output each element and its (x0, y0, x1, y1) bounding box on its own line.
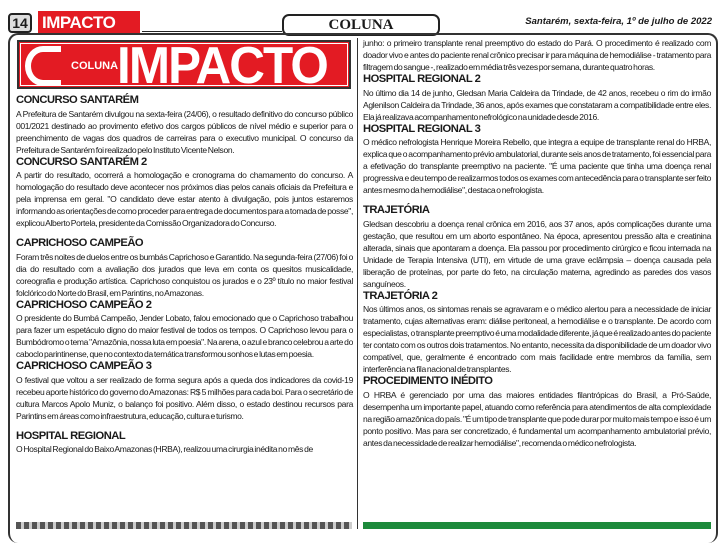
article (16, 94, 353, 156)
article (363, 123, 711, 197)
article-title: CONCURSO SANTARÉM 2 (16, 155, 147, 168)
article-title: PROCEDIMENTO INÉDITO (363, 375, 493, 387)
article-body: O festival que voltou a ser realizado de forma segura após a queda dos indicadores da covid-19 recebeu aporte histórico do governo do Amazonas: R$ 5 milhões para cada boi. Para o secretário de cultura Marcos Apolo Muniz, o balanço foi positivo. Além disso, o estado destinou recursos para Parintins em áreas como infraestrutura, educação, cultura e turismo. (16, 374, 353, 421)
article-title: TRAJETÓRIA (363, 204, 430, 216)
article-title: CONCURSO SANTARÉM (16, 94, 139, 106)
article-title: CAPRICHOSO CAMPEÃO 2 (16, 298, 152, 311)
article-title: HOSPITAL REGIONAL 3 (363, 122, 481, 135)
banner-small-text: COLUNA (71, 60, 119, 72)
banner-title: IMPACTO (117, 40, 327, 89)
header-rule (142, 31, 282, 32)
bird-logo-icon (25, 46, 61, 86)
page-number: 14 (8, 13, 32, 33)
article-body: Foram três noites de duelos entre os bumbás Caprichoso e Garantido. Na segunda-feira (27/06) foi o dia do resultado com a avaliação dos jurados que leva em conta os quesitos musicalidade, coreografia e produção artística. Caprichoso conquistou os jurados e o 23º título no maior festival folclórico do Norte do Brasil, em Parintins, no Amazonas. (16, 251, 353, 298)
column-divider (357, 38, 358, 529)
right-column (363, 37, 711, 449)
green-ad-bar (363, 522, 711, 529)
article (363, 375, 711, 449)
dateline: Santarém, sexta-feira, 1º de julho de 2022 (525, 16, 712, 27)
article-body: No último dia 14 de junho, Gledsan Maria Caldeira da Trindade, de 42 anos, recebeu o rim do irmão Aglenilson Caldeira da Trindade, 36 anos, após exames que constataram a compatibilidade entre eles. Ela já realizava acompanhamento nefrológico na unidade desde 2016. (363, 87, 711, 122)
article-body: Gledsan descobriu a doença renal crônica em 2016, aos 37 anos, após complicações durante uma gestação, que resultou em um aborto espontâneo. Na época, apresentou pressão alta e creatinina alterada, sinais que apontaram a doença. Ela passou por procedimento cirúrgico e ficou internada na Unidade de Terapia Intensiva (UTI), em virtude de uma grave eclâmpsia – doença causada pela liberação de proteínas, por parte do feto, na circulação materna, agredindo as paredes dos vasos sanguíneos. (363, 218, 711, 289)
article-continuation (363, 37, 711, 73)
column-banner (17, 40, 351, 89)
impacto-mini-logo: IMPACTO (38, 11, 140, 34)
article (363, 290, 711, 376)
article-body: A Prefeitura de Santarém divulgou na sexta-feira (24/06), o resultado definitivo do concurso público 001/2021 destinado ao provimento efetivo dos cargos públicos de nível médio e superior para o preenchimento de vagas dos quadros de carreiras para o executivo municipal. O concurso da Prefeitura de Santarém foi realizado pelo Instituto Vicente Nelson. (16, 108, 353, 155)
dashed-ad-border (16, 522, 352, 529)
left-column (16, 94, 353, 455)
article (16, 360, 353, 422)
article-body: A partir do resultado, ocorrerá a homologação e cronograma do chamamento do concurso. A homologação do resultado deve acontecer nos próximos dias pelos canais oficiais da Prefeitura e pela imprensa em geral. "O candidato deve estar atento à divulgação, pois juntos estaremos informando as orientações de como proceder para entrega de documentos para a tomada de posse", explicou Alberto Portela, presidente da Comissão Organizadora do Concurso. (16, 170, 353, 228)
article (16, 156, 353, 230)
article-body: O Hospital Regional do Baixo Amazonas (HRBA), realizou uma cirurgia inédita no mês de (16, 444, 313, 454)
article-body: O médico nefrologista Henrique Moreira Rebello, que integra a equipe de transplante renal do HRBA, explica que o acompanhamento prévio ambulatorial, durante seis anos de tratamento, foi essencial para a efetivação do transplante preemptivo na paciente. "É uma paciente que tinha uma doença renal progressiva e deu tempo de realizarmos todos os exames com antecedência para o transplante ser feito antes mesmo da hemodiálise", destaca o nefrologista. (363, 137, 711, 195)
article (16, 430, 353, 456)
article-title: HOSPITAL REGIONAL 2 (363, 73, 481, 85)
article (16, 299, 353, 361)
article-title: CAPRICHOSO CAMPEÃO 3 (16, 360, 152, 372)
article-title: HOSPITAL REGIONAL (16, 429, 126, 442)
article-body: O presidente do Bumbá Campeão, Jender Lobato, falou emocionado que o Caprichoso trabalhou para fazer um espetáculo digno do maior festival de todos os tempos. O Caprichoso levou para o Bumbódromo o tema "Amazônia, nossa luta em poesia". Na arena, o azul e branco celebrou a arte do caboclo parintinense, que no contexto da temática transformou sonhos e lutas em poesia. (16, 313, 353, 359)
article (363, 73, 711, 123)
article-title: CAPRICHOSO CAMPEÃO (16, 237, 144, 249)
article (16, 237, 353, 299)
article-body: Nos últimos anos, os sintomas renais se agravaram e o médico alertou para a necessidade de iniciar tratamento, cujas alternativas eram: diálise peritoneal, a hemodiálise e o transplante. De acordo com especialistas, o transplante preemptivo é uma modalidade diferente, já que é realizado antes do paciente ter contato com os outros dois tratamentos. No entanto, necessita da disponibilidade de um doador vivo compatível, que, geralmente é encontrado com mais facilidade entre membros da família, sem interferência na fila nacional de transplantes. (363, 304, 711, 374)
article (363, 204, 711, 290)
section-label: COLUNA (282, 14, 440, 36)
article-body: O HRBA é gerenciado por uma das maiores entidades filantrópicas do Brasil, a Pró-Saúde, desempenha um importante papel, atuando como referência para atendimentos de alta complexidade na região amazônica do país. "É um tipo de transplante que pode durar por muito mais tempo e isso é um ponto positivo. Mas para ser concretizado, é fundamental um acompanhamento ambulatorial prévio, antes da necessidade de realizar hemodiálise", recomenda o médico nefrologista. (363, 389, 711, 448)
article-body: junho: o primeiro transplante renal preemptivo do estado do Pará. O procedimento é realizado com doador vivo e antes do paciente renal crônico precisar ir para máquina de hemodiálise - tratamento para filtragem do sangue -, realizado em média três vezes por semana, durante quatro horas. (363, 38, 711, 72)
article-title: TRAJETÓRIA 2 (363, 289, 438, 302)
